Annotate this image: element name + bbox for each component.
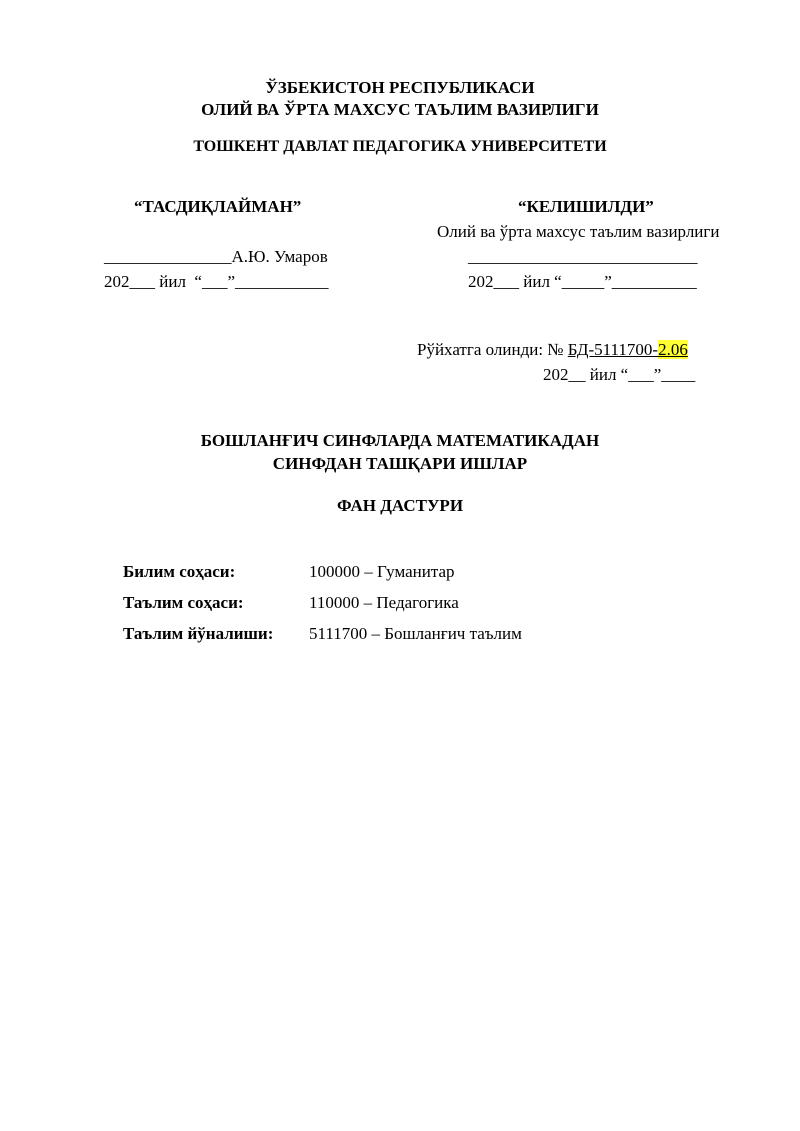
program-title: ФАН ДАСТУРИ xyxy=(336,496,464,515)
agreed-signature-line: ___________________________ xyxy=(468,247,698,266)
info-value-knowledge-area: 100000 – Гуманитар xyxy=(309,562,455,581)
info-label-education-area: Таълим соҳаси: xyxy=(123,593,244,612)
approve-title: “ТАСДИҚЛАЙМАН” xyxy=(134,197,302,216)
registration-code: БД-5111700- xyxy=(567,340,659,359)
registration-prefix: Рўйхатга олинди: № xyxy=(417,340,568,359)
approve-signature-line: _______________А.Ю. Умаров xyxy=(104,247,328,266)
agreed-date-line: 202___ йил “_____”__________ xyxy=(468,272,697,291)
agreed-title: “КЕЛИШИЛДИ” xyxy=(518,197,654,216)
ministry-country-line: ЎЗБЕКИСТОН РЕСПУБЛИКАСИ xyxy=(265,78,535,97)
info-value-education-area: 110000 – Педагогика xyxy=(309,593,459,612)
info-value-education-direction: 5111700 – Бошланғич таълим xyxy=(309,624,522,643)
registration-date-line: 202__ йил “___”____ xyxy=(543,365,696,384)
ministry-name-line: ОЛИЙ ВА ЎРТА МАХСУС ТАЪЛИМ ВАЗИРЛИГИ xyxy=(201,100,599,119)
agreed-organization: Олий ва ўрта махсус таълим вазирлиги xyxy=(437,222,720,241)
info-label-education-direction: Таълим йўналиши: xyxy=(123,624,274,643)
info-label-knowledge-area: Билим соҳаси: xyxy=(123,562,236,581)
subject-title-line1: БОШЛАНҒИЧ СИНФЛАРДА МАТЕМАТИКАДАН xyxy=(200,431,600,450)
approve-date-line: 202___ йил “___”___________ xyxy=(104,272,329,291)
registration-code-highlight: 2.06 xyxy=(658,340,688,359)
subject-title-line2: СИНФДАН ТАШҚАРИ ИШЛАР xyxy=(272,454,528,473)
university-name: ТОШКЕНТ ДАВЛАТ ПЕДАГОГИКА УНИВЕРСИТЕТИ xyxy=(193,138,607,155)
registration-line xyxy=(417,341,688,358)
